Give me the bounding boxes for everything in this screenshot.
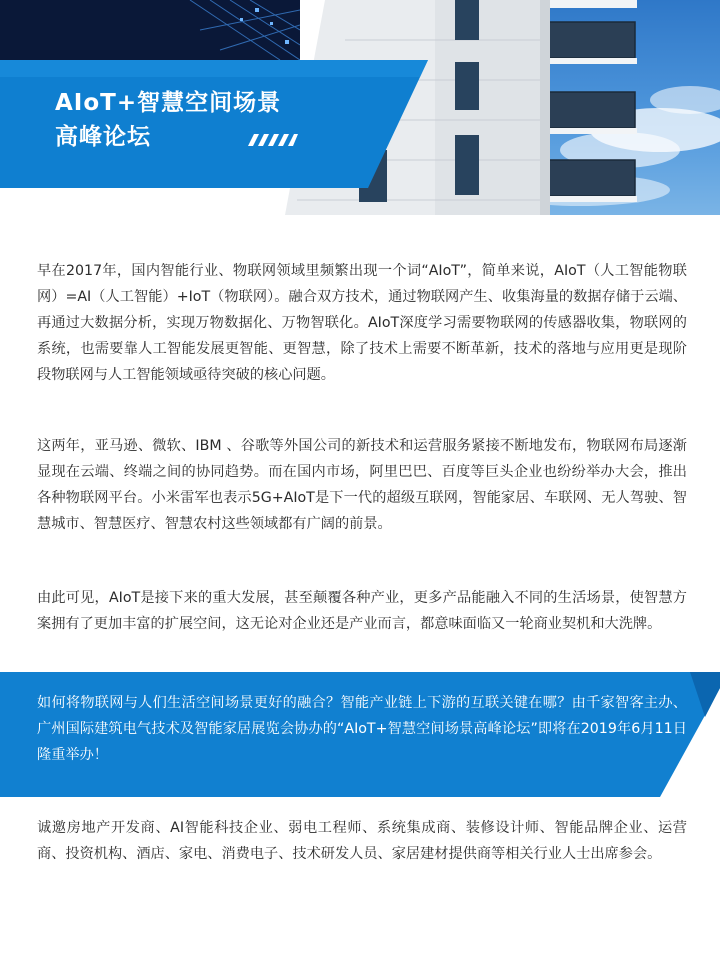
- hero-banner: [0, 0, 720, 215]
- title-line-1: AIoT+智慧空间场景: [55, 90, 282, 116]
- event-announcement: 如何将物联网与人们生活空间场景更好的融合？智能产业链上下游的互联关键在哪？由千家智客主办、广州国际建筑电气技术及智能家居展览会协办的“AIoT+智慧空间场景高峰论坛”即将在2019年6月11日隆重举办！: [37, 695, 687, 763]
- title-line-2: 高峰论坛: [55, 124, 151, 150]
- intro-paragraph: 早在2017年，国内智能行业、物联网领域里频繁出现一个词“AIoT”，简单来说，AIoT（人工智能物联网）=AI（人工智能）+IoT（物联网）。融合双方技术，通过物联网产生、收集海量的数据存储于云端、再通过大数据分析，实现万物数据化、万物智联化。AIoT深度学习需要物联网的传感器收集，物联网的系统，也需要靠人工智能发展更智能、更智慧，除了技术上需要不断革新，技术的落地与应用更是现阶段物联网与人工智能领域亟待突破的核心问题。: [37, 263, 687, 383]
- industry-paragraph: 这两年，亚马逊、微软、IBM 、谷歌等外国公司的新技术和运营服务紧接不断地发布，物联网布局逐渐显现在云端、终端之间的协同趋势。而在国内市场，阿里巴巴、百度等巨头企业也纷纷举办大会，推出各种物联网平台。小米雷军也表示5G+AIoT是下一代的超级互联网，智能家居、车联网、无人驾驶、智慧城市、智慧医疗、智慧农村这些领域都有广阔的前景。: [37, 438, 687, 532]
- conclusion-paragraph: 由此可见，AIoT是接下来的重大发展，甚至颠覆各种产业，更多产品能融入不同的生活场景，使智慧方案拥有了更加丰富的扩展空间，这无论对企业还是产业而言，都意味面临又一轮商业契机和大洗牌。: [37, 590, 687, 632]
- invitation-paragraph: 诚邀房地产开发商、AI智能科技企业、弱电工程师、系统集成商、装修设计师、智能品牌企业、运营商、投资机构、酒店、家电、消费电子、技术研发人员、家居建材提供商等相关行业人士出席参会。: [37, 820, 687, 862]
- decorative-stripes-icon: [248, 134, 298, 146]
